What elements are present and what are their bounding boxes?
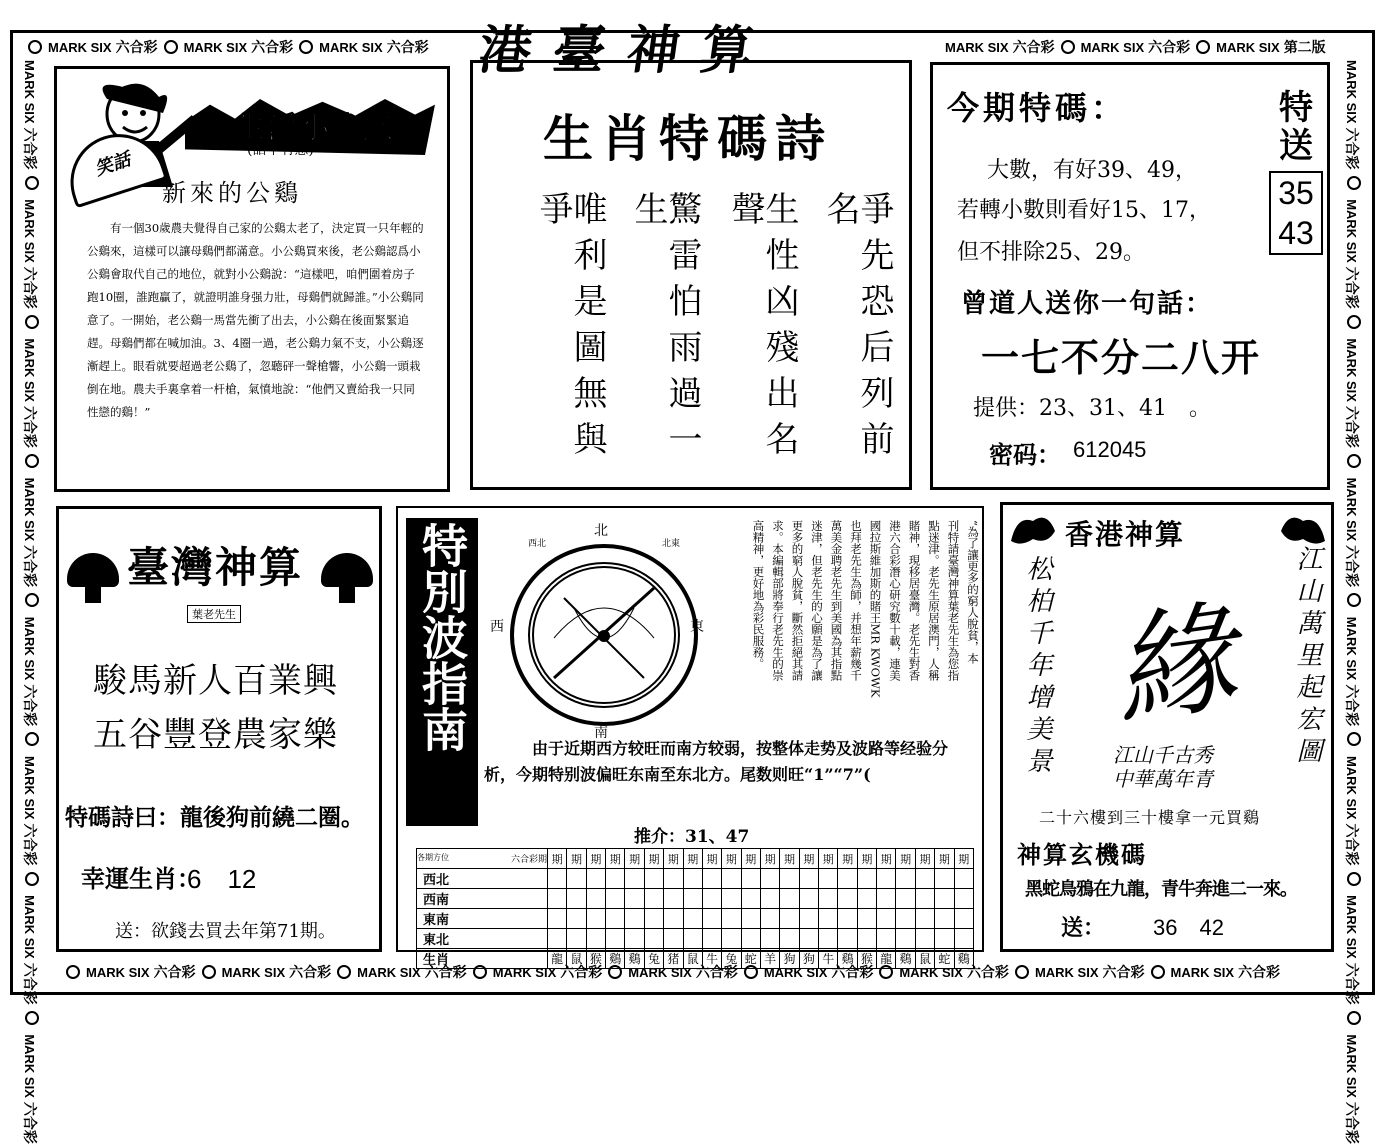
grid-cell [780, 909, 799, 929]
taiwan-poem: 特碼詩曰：龍後狗前繞二圈。 [65, 804, 364, 831]
grid-cell [799, 909, 818, 929]
special-send-title: 特送 [1279, 88, 1313, 166]
dragon-icon [1007, 511, 1059, 547]
flower-icon [164, 40, 178, 54]
bottom-strip: MARK SIX 六合彩 MARK SIX 六合彩 MARK SIX 六合彩 MARK SIX 六合彩 MARK SIX 六合彩 MARK SIX 六合彩 MARK SIX 六合彩 MARK SIX 六合彩 MARK SIX 六合彩 [60, 960, 1310, 984]
grid-cell [857, 869, 876, 889]
send-number: 35 [1278, 175, 1314, 211]
wave-table [416, 848, 974, 969]
taiwan-line-2: 五谷豐登農家樂 [93, 715, 338, 755]
grid-cell [606, 869, 625, 889]
grid-cell [819, 889, 838, 909]
humor-banner-text: 生活小幽默 [235, 111, 395, 146]
grid-cell [780, 869, 799, 889]
grid-cell [625, 869, 644, 889]
grid-cell [915, 869, 934, 889]
period-cell: 期 [915, 849, 934, 869]
zodiac-cell: 牛 [702, 949, 721, 969]
zodiac-cell: 鷄 [606, 949, 625, 969]
special-line-2: 若轉小數則看好15、17， [957, 198, 1211, 223]
poem-column-2: 生性凶殘出名聲 [725, 191, 799, 467]
password-label: 密码： [989, 440, 1061, 469]
grid-cell [838, 869, 857, 889]
flower-icon [28, 40, 42, 54]
wave-panel [396, 506, 984, 968]
grid-cell [741, 869, 760, 889]
grid-cell [819, 909, 838, 929]
lucky-numbers: 6 12 [187, 864, 257, 894]
hk-code: 黑蛇鳥鴉在九龍，青牛奔進二一來。 [1025, 879, 1297, 900]
zodiac-cell: 蛇 [741, 949, 760, 969]
compass-north: 北 [594, 523, 608, 539]
poem-column-1: 爭先恐后列前名 [820, 191, 894, 467]
grid-cell [664, 889, 683, 909]
table-row [417, 889, 974, 909]
period-cell: 期 [625, 849, 644, 869]
grid-cell [741, 929, 760, 949]
humor-title: 新來的公鷄 [162, 179, 302, 207]
row-label: 西北 [417, 869, 548, 889]
grid-cell [838, 929, 857, 949]
grid-cell [548, 869, 567, 889]
row-label: 西南 [417, 889, 548, 909]
grid-cell [760, 929, 779, 949]
left-strip: MARK SIX六合彩 MARK SIX六合彩 MARK SIX六合彩 MARK SIX六合彩 MARK SIX六合彩 MARK SIX六合彩 MARK SIX六合彩 MARK SIX六合彩 [22, 60, 38, 1144]
period-cell: 期 [838, 849, 857, 869]
grid-cell [741, 889, 760, 909]
grid-cell [664, 929, 683, 949]
edition-label: 第二版 [1283, 39, 1326, 55]
grid-cell [625, 929, 644, 949]
grid-cell [935, 889, 954, 909]
grid-cell [567, 889, 586, 909]
flower-icon [299, 40, 313, 54]
grid-cell [683, 869, 702, 889]
grid-cell [702, 909, 721, 929]
poem-column-4: 唯利是圖無與爭 [533, 191, 607, 467]
grid-cell [935, 929, 954, 949]
wave-recommend: 推介：31、47 [634, 827, 750, 847]
grid-cell [857, 929, 876, 949]
zodiac-cell: 鼠 [915, 949, 934, 969]
period-cell: 期 [741, 849, 760, 869]
grid-cell [586, 889, 605, 909]
special-heading: 今期特碼： [947, 89, 1128, 127]
period-cell: 期 [702, 849, 721, 869]
zodiac-cell: 鼠 [683, 949, 702, 969]
grid-cell [954, 889, 973, 909]
flower-icon [1061, 40, 1075, 54]
zodiac-cell: 鷄 [625, 949, 644, 969]
grid-cell [760, 869, 779, 889]
grid-cell [702, 929, 721, 949]
password-value: 612045 [1073, 437, 1147, 462]
grid-cell [644, 869, 663, 889]
grid-cell [896, 909, 915, 929]
fan-icon: 笑話 [58, 122, 168, 209]
hk-small-1: 江山千古秀 [1113, 743, 1213, 767]
grid-cell [857, 889, 876, 909]
period-cell: 期 [606, 849, 625, 869]
grid-cell [896, 889, 915, 909]
poem-title: 生肖特碼詩 [543, 109, 833, 168]
grid-cell [780, 929, 799, 949]
table-row [417, 949, 974, 969]
lucky-label: 幸運生肖： [81, 864, 201, 893]
compass-northwest: 西北 [528, 539, 547, 549]
hk-send-label: 送： [1061, 915, 1106, 941]
grid-cell [644, 889, 663, 909]
zodiac-cell: 猴 [857, 949, 876, 969]
grid-cell [780, 889, 799, 909]
send-number: 43 [1278, 215, 1314, 251]
grid-cell [838, 909, 857, 929]
provide-line: 提供：23、31、41 。 [973, 396, 1211, 421]
dragon-icon [1277, 511, 1329, 547]
zodiac-cell: 鷄 [838, 949, 857, 969]
grid-cell [606, 889, 625, 909]
grid-cell [877, 869, 896, 889]
grid-cell [702, 869, 721, 889]
wave-article: “為了讓更多的窮人脫貧，本 刊特請臺灣神算葉老先生為您指 點迷津。老先生原居澳門，人稱 賭神，現移居臺灣。老先生對香 港六合彩潛心研究數十載，連美 國拉斯維加斯的賭王MR KWOWK 也拜老先生為師，并想年薪幾千 萬美金聘老先生到美國為其指點 迷津，但老先生的心願是為了讓 更多的窮人脫貧，斷然拒絕其請 求。本編輯部將奉行老先生的崇 高精神，更好地為彩民服務。 [751, 520, 980, 698]
period-cell: 期 [819, 849, 838, 869]
table-row [417, 929, 974, 949]
table-row [417, 909, 974, 929]
grid-cell [606, 929, 625, 949]
hk-left-couplet: 松柏千年增美景 [1022, 555, 1052, 779]
row-label: 東北 [417, 929, 548, 949]
zodiac-cell: 鷄 [954, 949, 973, 969]
grid-cell [606, 909, 625, 929]
zodiac-cell: 鼠 [567, 949, 586, 969]
compass-lines [534, 568, 674, 704]
period-cell: 期 [799, 849, 818, 869]
grid-cell [586, 929, 605, 949]
grid-cell [722, 889, 741, 909]
grid-cell [741, 909, 760, 929]
special-line-1: 大數，有好39、49， [987, 158, 1197, 183]
hk-title: 香港神算 [1065, 518, 1186, 551]
period-cell: 期 [760, 849, 779, 869]
grid-cell [935, 869, 954, 889]
grid-cell [799, 869, 818, 889]
grid-cell [548, 889, 567, 909]
grid-cell [799, 929, 818, 949]
grid-cell [586, 869, 605, 889]
zodiac-cell: 龍 [548, 949, 567, 969]
wave-analysis: 由于近期西方较旺而南方较弱，按整体走势及波路等经验分析，今期特别波偏旺东南至东北方。尾数则旺“1”“7”( [484, 739, 949, 784]
grid-cell [819, 869, 838, 889]
period-cell: 期 [722, 849, 741, 869]
grid-cell [838, 889, 857, 909]
zodiac-cell: 牛 [819, 949, 838, 969]
top-left-strip: MARK SIX 六合彩 MARK SIX 六合彩 MARK SIX 六合彩 [22, 36, 452, 58]
zodiac-cell: 猪 [664, 949, 683, 969]
grid-cell [567, 909, 586, 929]
period-cell: 期 [935, 849, 954, 869]
special-line-3: 但不排除25、29。 [957, 240, 1145, 265]
grid-cell [548, 909, 567, 929]
hk-right-couplet: 江山萬里起宏圖 [1292, 545, 1322, 769]
grid-cell [644, 929, 663, 949]
grid-cell [915, 929, 934, 949]
compass-northeast: 北東 [662, 539, 681, 549]
zodiac-cell: 蛇 [935, 949, 954, 969]
grid-cell [760, 889, 779, 909]
period-cell: 期 [780, 849, 799, 869]
hk-calligraphy: 緣 [1105, 588, 1244, 743]
hk-small-2: 中華萬年青 [1113, 767, 1213, 791]
grid-cell [935, 909, 954, 929]
grid-cell [586, 909, 605, 929]
hk-send-numbers: 36 42 [1153, 915, 1224, 940]
grid-cell [683, 889, 702, 909]
zodiac-cell: 狗 [780, 949, 799, 969]
period-cell: 期 [857, 849, 876, 869]
special-code-panel [930, 62, 1330, 490]
grid-cell [722, 929, 741, 949]
zodiac-cell: 鷄 [896, 949, 915, 969]
grid-cell [722, 909, 741, 929]
zodiac-cell: 狗 [799, 949, 818, 969]
compass-dial [510, 544, 698, 726]
period-cell: 期 [896, 849, 915, 869]
grid-cell [722, 869, 741, 889]
grid-cell [799, 889, 818, 909]
grid-cell [760, 909, 779, 929]
period-cell: 期 [644, 849, 663, 869]
special-send-box [1269, 171, 1323, 255]
zodiac-cell: 兔 [644, 949, 663, 969]
right-strip: MARK SIX六合彩 MARK SIX六合彩 MARK SIX六合彩 MARK SIX六合彩 MARK SIX六合彩 MARK SIX六合彩 MARK SIX六合彩 MARK SIX六合彩 [1344, 60, 1360, 1144]
taiwan-send: 送：欲錢去買去年第71期。 [115, 921, 336, 942]
grid-cell [896, 929, 915, 949]
period-cell: 期 [954, 849, 973, 869]
period-cell: 期 [586, 849, 605, 869]
grid-cell [625, 909, 644, 929]
poem-panel [470, 60, 912, 490]
grid-cell [625, 889, 644, 909]
table-row [417, 869, 974, 889]
humor-story: 有一個30歲農夫覺得自己家的公鷄太老了，決定買一只年輕的公鷄來，這樣可以讓母鷄們都滿意。小公鷄買來後，老公鷄認爲小公鷄會取代自己的地位，就對小公鷄說：“這樣吧，咱們圍着房子跑10圈，誰跑贏了，就證明誰身强力壯，母鷄們就歸誰。”小公鷄同意了。一開始，老公鷄一馬當先衝了出去，小公鷄在後面緊緊追趕。母鷄們都在喊加油。3、4圈一過，老公鷄力氣不支，小公鷄逐漸趕上。眼看就要超過老公鷄了，忽聽砰一聲槍響，小公鷄一頭栽倒在地。農夫手裏拿着一杆槍，氣憤地說：“他們又賣給我一只同性戀的鷄！” [87, 221, 424, 419]
grid-cell [567, 929, 586, 949]
mushroom-icon [321, 553, 373, 587]
compass-east: 東 [690, 619, 704, 635]
hk-panel [1000, 502, 1334, 952]
saying-intro: 曾道人送你一句話： [961, 289, 1214, 319]
flower-icon [1196, 40, 1210, 54]
grid-cell [877, 929, 896, 949]
top-right-strip: MARK SIX 六合彩 MARK SIX 六合彩 MARK SIX 第二版 [945, 39, 1326, 55]
grid-cell [877, 889, 896, 909]
zodiac-cell: 猴 [586, 949, 605, 969]
zodiac-cell: 龍 [877, 949, 896, 969]
humor-subtitle: (話中有意) [247, 142, 314, 158]
compass-south: 南 [594, 725, 608, 741]
period-cell: 期 [683, 849, 702, 869]
grid-cell [702, 889, 721, 909]
humor-panel [54, 66, 450, 492]
taiwan-line-1: 駿馬新人百業興 [93, 661, 338, 701]
hk-code-title: 神算玄機碼 [1017, 840, 1147, 869]
period-cell: 期 [567, 849, 586, 869]
grid-cell [819, 929, 838, 949]
taiwan-panel [56, 506, 382, 952]
grid-cell [954, 929, 973, 949]
grid-cell [877, 909, 896, 929]
row-label: 生肖 [417, 949, 548, 969]
zodiac-cell: 羊 [760, 949, 779, 969]
zodiac-cell: 兔 [722, 949, 741, 969]
table-header-label: 各期方位 六合彩期 [417, 849, 548, 869]
grid-cell [683, 929, 702, 949]
grid-cell [567, 869, 586, 889]
grid-cell [915, 889, 934, 909]
page-title: 港臺神算 [475, 20, 780, 81]
mushroom-icon [67, 553, 119, 587]
compass-west: 西 [490, 619, 504, 635]
row-label: 東南 [417, 909, 548, 929]
grid-cell [954, 869, 973, 889]
grid-cell [664, 909, 683, 929]
grid-cell [954, 909, 973, 929]
grid-cell [644, 909, 663, 929]
period-cell: 期 [877, 849, 896, 869]
grid-cell [683, 909, 702, 929]
grid-cell [915, 909, 934, 929]
period-cell: 期 [548, 849, 567, 869]
grid-cell [896, 869, 915, 889]
grid-cell [548, 929, 567, 949]
grid-cell [664, 869, 683, 889]
grid-cell [857, 909, 876, 929]
saying-text: 一七不分二八开 [981, 335, 1262, 380]
taiwan-author: 葉老先生 [187, 605, 241, 623]
hk-line: 二十六樓到三十樓拿一元買鷄 [1039, 808, 1261, 827]
poem-column-3: 驚雷怕雨過一生 [628, 191, 702, 467]
period-cell: 期 [664, 849, 683, 869]
taiwan-title: 臺灣神算 [127, 543, 304, 592]
wave-title: 特別波指南 [415, 522, 469, 752]
